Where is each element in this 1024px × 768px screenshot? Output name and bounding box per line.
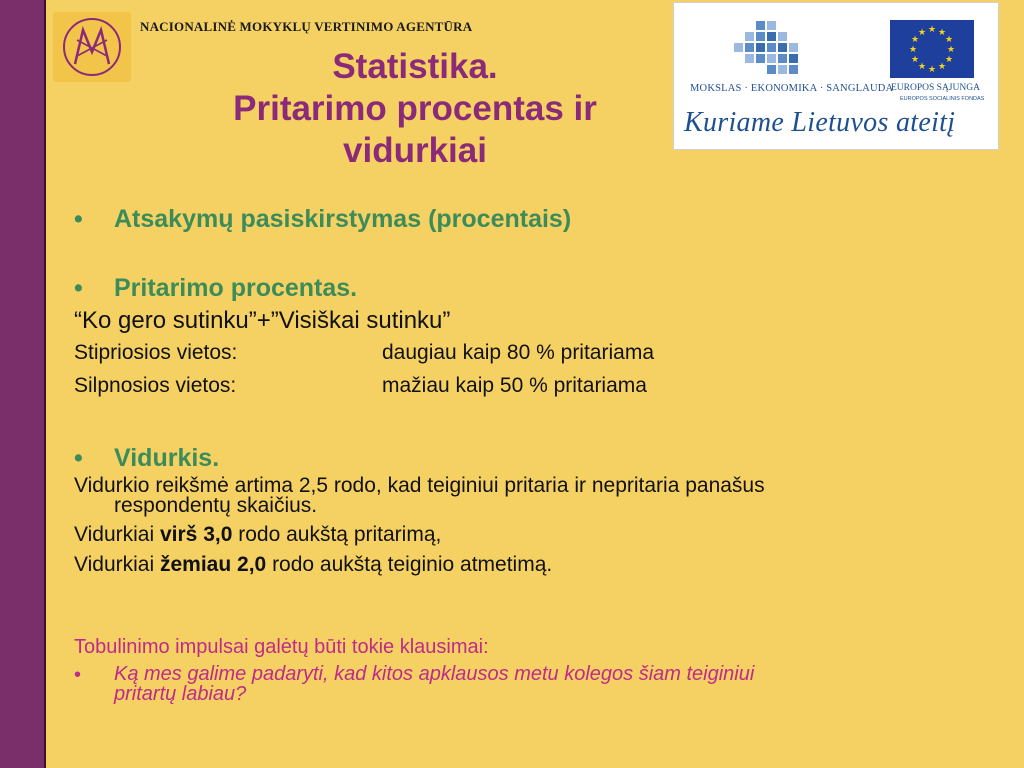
svg-text:★: ★ [910,35,920,45]
svg-text:★: ★ [937,62,947,72]
agency-logo [53,12,131,82]
question-line-1: Ką mes galime padaryti, kad kitos apklausos metu kolegos šiam teiginiui [114,663,755,685]
above-three-line [74,523,441,547]
slide-title [150,46,680,172]
monogram-icon [53,12,131,82]
eu-funding-logo [673,2,999,150]
average-line-1: Vidurkio reikšmė artima 2,5 rodo, kad teiginiui pritaria ir nepritaria panašus [74,474,765,497]
below-suffix: rodo aukštą teiginio atmetimą. [266,553,553,576]
above-suffix: rodo aukštą pritarimą, [232,523,442,546]
svg-text:★: ★ [944,55,954,65]
svg-text:★: ★ [946,45,956,55]
svg-text:★: ★ [908,45,918,55]
title-line-2: Pritarimo procentas ir [233,89,597,128]
sidebar-bar [0,0,44,768]
average-line-2 [74,496,317,516]
improvement-heading: Tobulinimo impulsai galėtų būti tokie klausimai: [74,636,489,658]
sidebar-divider [44,0,46,768]
title-line-3: vidurkiai [343,131,487,170]
question-line-2: pritartų labiau? [114,683,247,705]
section-distribution-label: Atsakymų pasiskirstymas (procentais) [114,205,572,233]
bullet-icon: • [74,205,83,233]
program-label: MOKSLAS · EKONOMIKA · SANGLAUDA [690,83,894,94]
approval-formula: “Ko gero sutinku”+”Visiškai sutinku” [74,307,451,334]
strong-value: daugiau kaip 80 % pritariama [382,341,654,364]
title-line-1: Statistika. [332,47,498,86]
eu-flag-icon [890,20,974,78]
svg-text:★: ★ [944,35,954,45]
svg-text:★: ★ [927,65,937,75]
below-threshold: žemiau 2,0 [160,553,267,576]
svg-text:★: ★ [917,62,927,72]
svg-text:★: ★ [917,28,927,38]
fund-label: EUROPOS SOCIALINIS FONDAS [900,96,985,102]
average-line-2-text: respondentų skaičius. [114,494,318,517]
slogan: Kuriame Lietuvos ateitį [684,107,956,138]
svg-text:★: ★ [910,55,920,65]
below-two-line [74,553,552,577]
below-prefix: Vidurkiai [74,553,160,576]
section-approval-label: Pritarimo procentas. [114,274,358,302]
agency-name: NACIONALINĖ MOKYKLŲ VERTINIMO AGENTŪRA [140,19,473,34]
svg-text:★: ★ [927,25,937,35]
bullet-icon: • [74,274,83,302]
mosaic-logo-icon [734,21,808,79]
above-threshold: virš 3,0 [160,523,233,546]
improvement-question [74,664,974,704]
section-average-label: Vidurkis. [114,444,220,472]
bullet-icon: • [74,664,82,686]
union-label: EUROPOS SĄJUNGA [891,83,980,93]
above-prefix: Vidurkiai [74,523,160,546]
svg-text:★: ★ [937,28,947,38]
strong-label: Stipriosios vietos: [74,341,238,364]
weak-label: Silpnosios vietos: [74,374,237,397]
weak-value: mažiau kaip 50 % pritariama [382,374,647,397]
bullet-icon: • [74,444,83,472]
